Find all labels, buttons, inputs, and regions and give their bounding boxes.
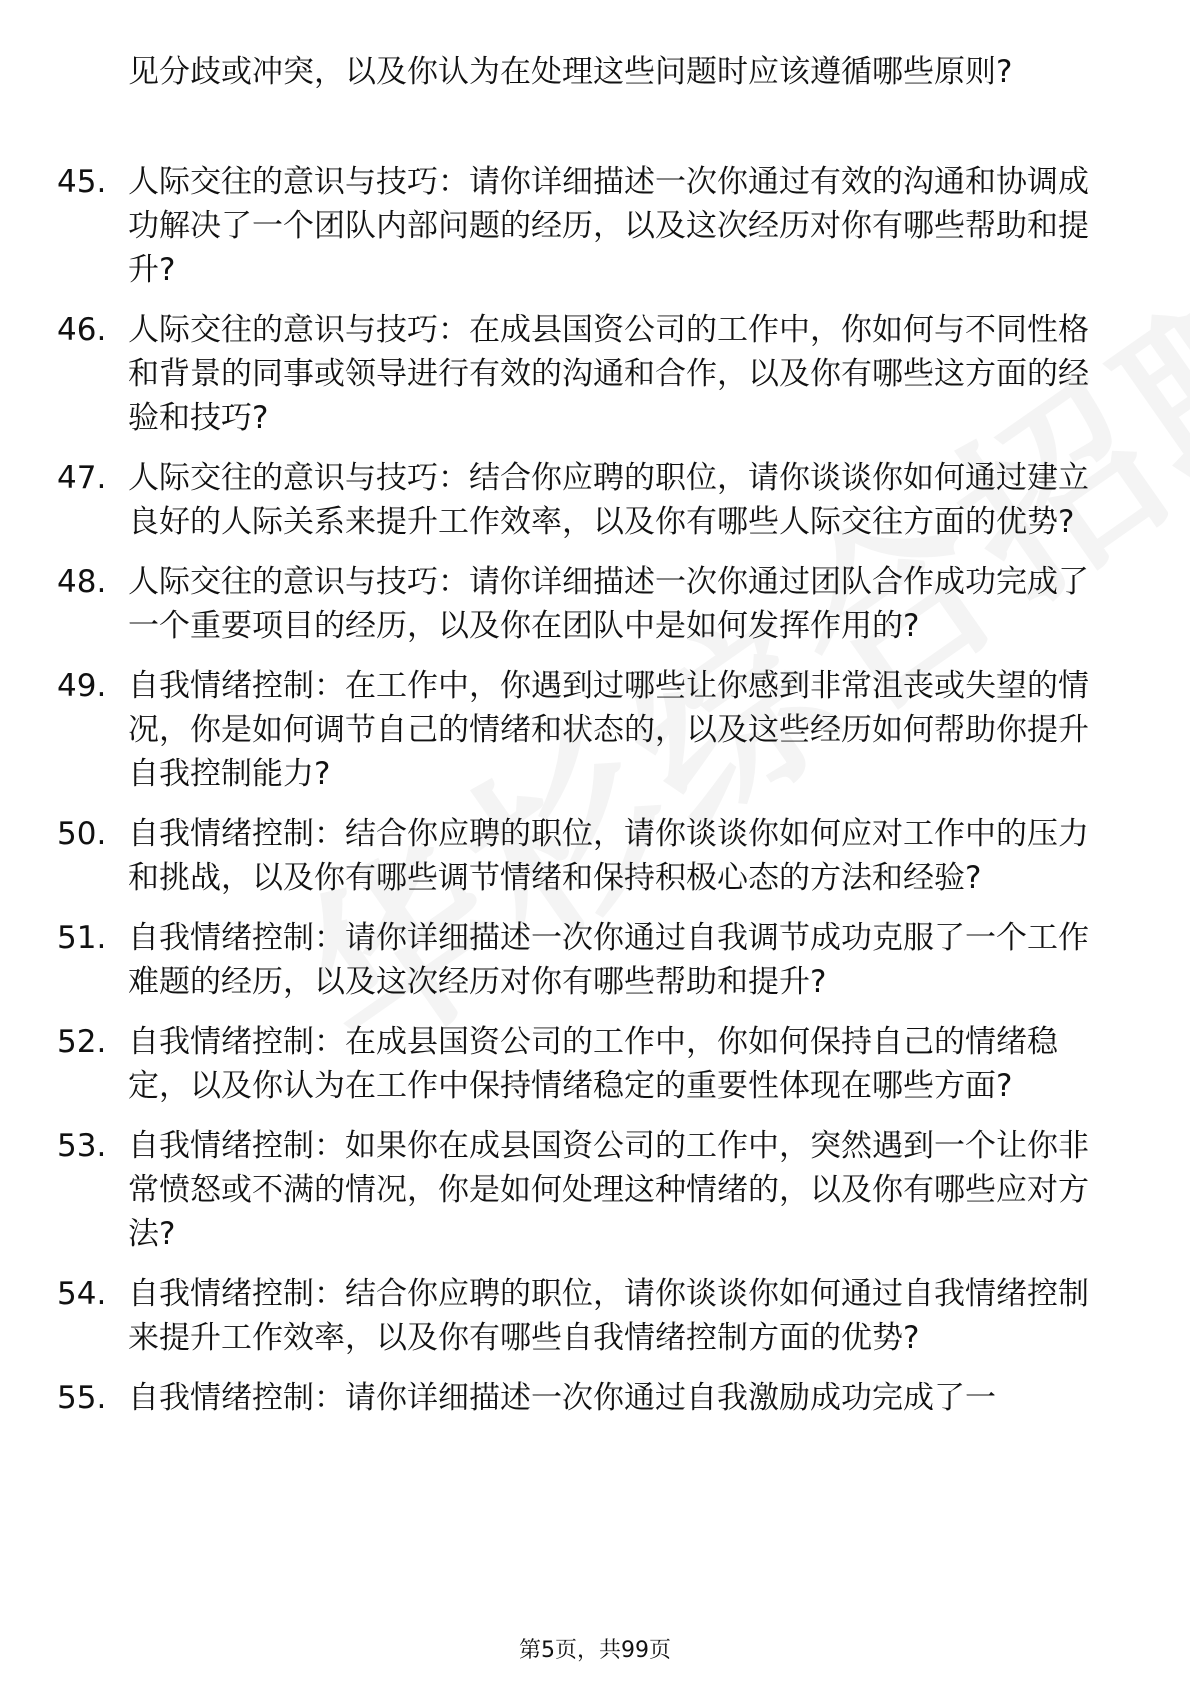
item-number: 54. [57, 1276, 107, 1312]
item-number: 50. [57, 816, 107, 852]
item-number: 46. [57, 312, 107, 348]
list-item [0, 916, 1190, 1004]
page-footer: 第5页，共99页 [519, 1638, 671, 1663]
list-item [0, 1376, 1190, 1420]
item-text: 自我情绪控制：在成县国资公司的工作中，你如何保持自己的情绪稳定，以及你认为在工作中保持情绪稳定的重要性体现在哪些方面? [128, 1024, 1058, 1104]
item-text: 自我情绪控制：请你详细描述一次你通过自我调节成功克服了一个工作难题的经历，以及这次经历对你有哪些帮助和提升? [128, 920, 1089, 1000]
item-number: 47. [57, 460, 107, 496]
item-number: 45. [57, 164, 107, 200]
item-text: 人际交往的意识与技巧：请你详细描述一次你通过团队合作成功完成了一个重要项目的经历，以及你在团队中是如何发挥作用的? [128, 564, 1089, 644]
item-text: 人际交往的意识与技巧：结合你应聘的职位，请你谈谈你如何通过建立良好的人际关系来提升工作效率，以及你有哪些人际交往方面的优势? [128, 460, 1089, 540]
item-number: 48. [57, 564, 107, 600]
item-text: 自我情绪控制：如果你在成县国资公司的工作中，突然遇到一个让你非常愤怒或不满的情况，你是如何处理这种情绪的，以及你有哪些应对方法? [128, 1128, 1089, 1252]
continuation-text: 见分歧或冲突，以及你认为在处理这些问题时应该遵循哪些原则? [128, 54, 1013, 90]
list-item [0, 1124, 1190, 1256]
item-text: 人际交往的意识与技巧：请你详细描述一次你通过有效的沟通和协调成功解决了一个团队内部问题的经历，以及这次经历对你有哪些帮助和提升? [128, 164, 1089, 288]
list-item [0, 308, 1190, 440]
item-text: 自我情绪控制：结合你应聘的职位，请你谈谈你如何应对工作中的压力和挑战，以及你有哪些调节情绪和保持积极心态的方法和经验? [128, 816, 1089, 896]
item-text: 人际交往的意识与技巧：在成县国资公司的工作中，你如何与不同性格和背景的同事或领导进行有效的沟通和合作，以及你有哪些这方面的经验和技巧? [128, 312, 1089, 436]
item-text: 自我情绪控制：请你详细描述一次你通过自我激励成功完成了一 [128, 1380, 996, 1416]
list-item [0, 560, 1190, 648]
item-text: 自我情绪控制：结合你应聘的职位，请你谈谈你如何通过自我情绪控制来提升工作效率，以及你有哪些自我情绪控制方面的优势? [128, 1276, 1089, 1356]
item-number: 55. [57, 1380, 107, 1416]
question-list [0, 160, 1190, 1436]
list-item [0, 664, 1190, 796]
list-item [0, 812, 1190, 900]
list-item [0, 456, 1190, 544]
item-number: 52. [57, 1024, 107, 1060]
item-number: 49. [57, 668, 107, 704]
list-item [0, 1272, 1190, 1360]
list-item [0, 1020, 1190, 1108]
item-number: 51. [57, 920, 107, 956]
item-number: 53. [57, 1128, 107, 1164]
item-text: 自我情绪控制：在工作中，你遇到过哪些让你感到非常沮丧或失望的情况，你是如何调节自己的情绪和状态的，以及这些经历如何帮助你提升自我控制能力? [128, 668, 1089, 792]
list-item [0, 160, 1190, 292]
